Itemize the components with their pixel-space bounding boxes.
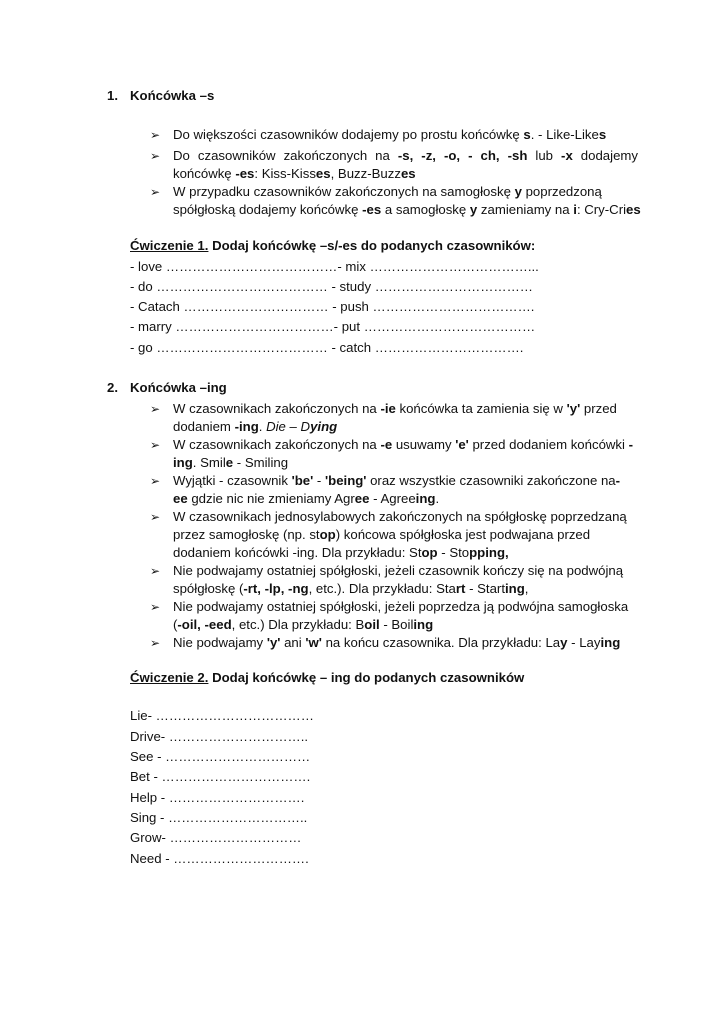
text: spółgłoską dodajemy końcówkę <box>173 202 363 217</box>
section2-rule5-line1: Nie podwajamy ostatniej spółgłoski, jeżeli czasownik kończy się na podwójną <box>173 563 624 578</box>
text: Ćwiczenie 2. <box>130 670 209 685</box>
text: - Boil <box>379 617 414 632</box>
text: : Kiss-Kiss <box>254 166 316 181</box>
exercise1-line: - love …………………………………- mix ………………………………... <box>130 259 539 274</box>
text: y <box>469 202 478 217</box>
text: ing <box>413 617 434 632</box>
bullet-icon: ➢ <box>150 438 161 452</box>
text: na końcu czasownika. Dla przykładu: La <box>321 635 561 650</box>
text: ee <box>173 491 188 506</box>
text: es <box>315 166 331 181</box>
text: Dodaj końcówkę – ing do podanych czasowników <box>208 670 525 685</box>
text: ) końcowa spółgłoska jest podwajana przed <box>335 527 591 542</box>
section2-rule4-line3 <box>173 544 509 562</box>
text: ee <box>354 491 370 506</box>
text: . <box>435 491 440 506</box>
text: rt <box>455 581 466 596</box>
text: - Start <box>465 581 505 596</box>
text: Wyjątki - czasownik <box>173 473 292 488</box>
text: s <box>598 127 607 142</box>
text: poprzedzoną <box>521 184 602 199</box>
text: op <box>319 527 336 542</box>
text: - <box>615 473 621 488</box>
text: , <box>524 581 529 596</box>
text: e <box>225 455 234 470</box>
bullet-icon: ➢ <box>150 128 161 142</box>
text: końcówka ta zamienia się w <box>395 401 567 416</box>
section2-number: 2. <box>107 380 118 395</box>
text: -ing <box>234 419 259 434</box>
text: Do większości czasowników dodajemy po prostu końcówkę <box>173 127 524 142</box>
text: oil <box>364 617 380 632</box>
text: końcówkę <box>173 166 236 181</box>
text: ing <box>505 581 525 596</box>
text: op <box>421 545 438 560</box>
text: , Buzz-Buzz <box>330 166 401 181</box>
text: - <box>628 437 634 452</box>
bullet-icon: ➢ <box>150 402 161 416</box>
text: : Cry-Cri <box>576 202 627 217</box>
section1-rule2-line1 <box>173 147 638 165</box>
exercise2-item: Grow- ………………………… <box>130 830 302 845</box>
text: -es <box>235 166 255 181</box>
text: usuwamy <box>392 437 456 452</box>
text: Do czasowników zakończonych na <box>173 148 398 163</box>
text: . - Like-Like <box>530 127 599 142</box>
exercise1-line: - go ………………………………… - catch ……………………………. <box>130 340 524 355</box>
text: 'e' <box>455 437 469 452</box>
text: spółgłoskę ( <box>173 581 244 596</box>
text: - Smiling <box>233 455 289 470</box>
exercise2-item: Lie- ……………………………… <box>130 708 314 723</box>
text: - <box>313 473 325 488</box>
section2-rule4-line2 <box>173 526 590 544</box>
text: es <box>626 202 641 217</box>
text: y <box>514 184 522 199</box>
text: ( <box>173 617 178 632</box>
section2-title: Końcówka –ing <box>130 380 227 395</box>
text: Dodaj końcówkę –s/-es do podanych czasowników: <box>208 238 536 253</box>
text: dodaniem końcówki -ing. Dla przykładu: St <box>173 545 422 560</box>
exercise1-line: - Catach …………………………… - push ………………………………. <box>130 299 535 314</box>
section1-rule3-line1 <box>173 183 602 201</box>
text: s <box>523 127 531 142</box>
exercise2-item: Bet - ……………………………. <box>130 769 311 784</box>
text: W czasownikach zakończonych na <box>173 437 381 452</box>
exercise2-item: Help - …………………………. <box>130 790 305 805</box>
section2-rule1-line1 <box>173 400 617 418</box>
text: 'be' <box>291 473 314 488</box>
text: -rt, -lp, -ng <box>243 581 309 596</box>
exercise2-item: Need - …………………………. <box>130 851 309 866</box>
section2-rule7 <box>173 634 620 652</box>
text: zamieniamy na <box>477 202 574 217</box>
bullet-icon: ➢ <box>150 474 161 488</box>
text: lub <box>527 148 562 163</box>
section2-rule1-line2 <box>173 418 337 436</box>
text: . <box>258 419 267 434</box>
text: a samogłoskę <box>381 202 470 217</box>
text: y <box>560 635 568 650</box>
section1-title: Końcówka –s <box>130 88 215 103</box>
text: 'being' <box>325 473 367 488</box>
text: Die – D <box>266 419 311 434</box>
section2-rule3-line1 <box>173 472 620 490</box>
section2-rule6-line1: Nie podwajamy ostatniej spółgłoski, jeżeli poprzedza ją podwójna samogłoska <box>173 599 629 614</box>
text: , etc.) Dla przykładu: B <box>231 617 365 632</box>
text: -e <box>380 437 393 452</box>
text: es <box>400 166 416 181</box>
bullet-icon: ➢ <box>150 600 161 614</box>
text: 'y' <box>566 401 581 416</box>
text: ying <box>310 419 338 434</box>
text: i <box>573 202 577 217</box>
text: Nie podwajamy <box>173 635 267 650</box>
text: - Agree <box>369 491 416 506</box>
text: - Lay <box>567 635 601 650</box>
text: . Smil <box>192 455 226 470</box>
section1-rule2-line2 <box>173 165 416 183</box>
text: -oil, -eed <box>177 617 232 632</box>
exercise1-line: - marry ………………………………- put ………………………………… <box>130 319 536 334</box>
text: pping, <box>469 545 509 560</box>
text: dodaniem <box>173 419 235 434</box>
text: dodajemy <box>572 148 638 163</box>
text: , etc.). Dla przykładu: Sta <box>308 581 456 596</box>
text: W przypadku czasowników zakończonych na samogłoskę <box>173 184 515 199</box>
text: oraz wszystkie czasowniki zakończone na <box>366 473 616 488</box>
exercise2-item: Sing - ………………………….. <box>130 810 308 825</box>
text: przed dodaniem końcówki <box>468 437 629 452</box>
section2-rule3-line2 <box>173 490 439 508</box>
text: przez samogłoskę (np. st <box>173 527 320 542</box>
text: -ie <box>380 401 396 416</box>
text: gdzie nic nie zmieniamy Agr <box>187 491 355 506</box>
bullet-icon: ➢ <box>150 149 161 163</box>
bullet-icon: ➢ <box>150 636 161 650</box>
section2-rule5-line2 <box>173 580 528 598</box>
exercise2-item: See - …………………………… <box>130 749 311 764</box>
section1-rule3-line2 <box>173 201 641 219</box>
text: - Sto <box>437 545 470 560</box>
exercise1-line: - do ………………………………… - study ……………………………… <box>130 279 533 294</box>
text: ing <box>415 491 436 506</box>
text: W czasownikach zakończonych na <box>173 401 381 416</box>
text: ing <box>173 455 193 470</box>
section1-rule1 <box>173 126 606 144</box>
section1-number: 1. <box>107 88 118 103</box>
bullet-icon: ➢ <box>150 510 161 524</box>
section2-rule2-line1 <box>173 436 633 454</box>
text: -es <box>362 202 382 217</box>
bullet-icon: ➢ <box>150 185 161 199</box>
section2-rule4-line1: W czasownikach jednosylabowych zakończonych na spółgłoskę poprzedzaną <box>173 509 627 524</box>
exercise2-title <box>130 669 524 687</box>
text: -x <box>561 148 573 163</box>
exercise2-item: Drive- ………………………….. <box>130 729 309 744</box>
text: ing <box>600 635 621 650</box>
bullet-icon: ➢ <box>150 564 161 578</box>
text: 'y' <box>266 635 281 650</box>
text: 'w' <box>305 635 322 650</box>
section2-rule2-line2 <box>173 454 288 472</box>
section2-rule6-line2 <box>173 616 433 634</box>
exercise1-title <box>130 237 535 255</box>
text: przed <box>580 401 617 416</box>
text: -s, -z, -o, - ch, -sh <box>397 148 528 163</box>
text: ani <box>280 635 306 650</box>
text: Ćwiczenie 1. <box>130 238 209 253</box>
